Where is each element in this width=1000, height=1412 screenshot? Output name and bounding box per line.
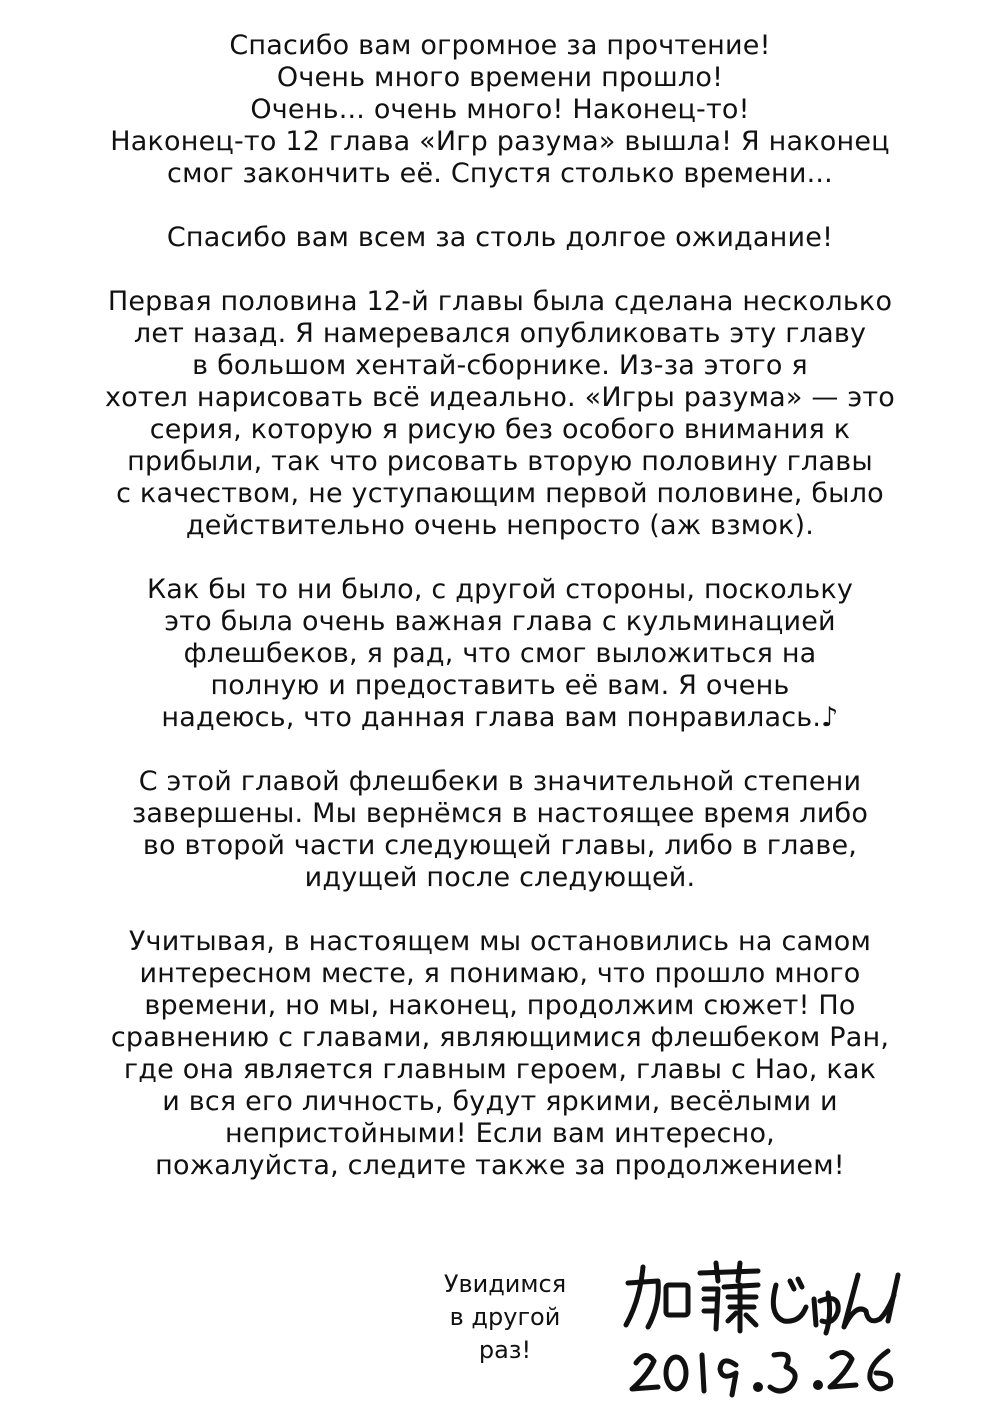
text-line: флешбеков, я рад, что смог выложиться на (183, 638, 817, 669)
text-line: сравнению с главами, являющимися флешбеком Ран, (110, 1022, 890, 1053)
afterword-letter (60, 30, 940, 1214)
paragraph-thanks (60, 30, 940, 190)
text-line: непристойными! Если вам интересно, (225, 1118, 775, 1149)
text-line: прибыли, так что рисовать вторую половину главы (127, 446, 873, 477)
text-line: полную и предоставить её вам. Я очень (210, 670, 790, 701)
text-line: Наконец-то 12 глава «Игр разума» вышла! Я наконец (110, 126, 890, 157)
text-line: завершены. Мы вернёмся в настоящее время либо (131, 798, 869, 829)
text-line: Первая половина 12-й главы была сделана несколько (107, 286, 893, 317)
text-line: в большом хентай-сборнике. Из-за этого я (192, 350, 808, 381)
text-line: и вся его личность, будут яркими, весёлыми и (162, 1086, 838, 1117)
text-line: действительно очень непросто (аж взмок). (185, 510, 815, 541)
text-line: идущей после следующей. (304, 862, 696, 893)
text-line: Очень много времени прошло! (276, 62, 724, 93)
text-line: смог закончить её. Спустя столько времени... (167, 158, 833, 189)
text-line: Очень... очень много! Наконец-то! (250, 94, 750, 125)
text-line: это была очень важная глава с кульминацией (164, 606, 836, 637)
paragraph-climax (60, 574, 940, 734)
text-line: пожалуйста, следите также за продолжением! (155, 1150, 845, 1181)
text-line: с качеством, не уступающим первой половине, было (116, 478, 884, 509)
text-line: Как бы то ни было, с другой стороны, поскольку (146, 574, 854, 605)
text-line: лет назад. Я намеревался опубликовать эту главу (133, 318, 867, 349)
paragraph-waiting (60, 222, 940, 254)
paragraph-plot (60, 926, 940, 1182)
text-line: Спасибо вам огромное за прочтение! (229, 30, 771, 61)
paragraph-flashbacks (60, 766, 940, 894)
text-line: интересном месте, я понимаю, что прошло много (139, 958, 861, 989)
text-line: серия, которую я рисую без особого внимания к (149, 414, 851, 445)
farewell-line: Увидимся (443, 1270, 567, 1298)
text-line: во второй части следующей главы, либо в главе, (142, 830, 858, 861)
farewell-note (420, 1268, 590, 1367)
signature-drawing (618, 1255, 918, 1405)
text-line: где она является главным героем, главы с Нао, как (123, 1054, 877, 1085)
text-line: времени, но мы, наконец, продолжим сюжет! По (144, 990, 856, 1021)
text-line: С этой главой флешбеки в значительной степени (138, 766, 862, 797)
text-line: надеюсь, что данная глава вам понравилась.♪ (161, 702, 839, 733)
text-line: Учитывая, в настоящем мы остановились на самом (128, 926, 872, 957)
handwritten-signature (618, 1255, 918, 1405)
farewell-line: в другой (449, 1303, 561, 1331)
paragraph-first-half (60, 286, 940, 542)
text-line: хотел нарисовать всё идеально. «Игры разума» — это (104, 382, 896, 413)
text-line: Спасибо вам всем за столь долгое ожидание! (166, 222, 834, 253)
farewell-line: раз! (478, 1336, 532, 1364)
